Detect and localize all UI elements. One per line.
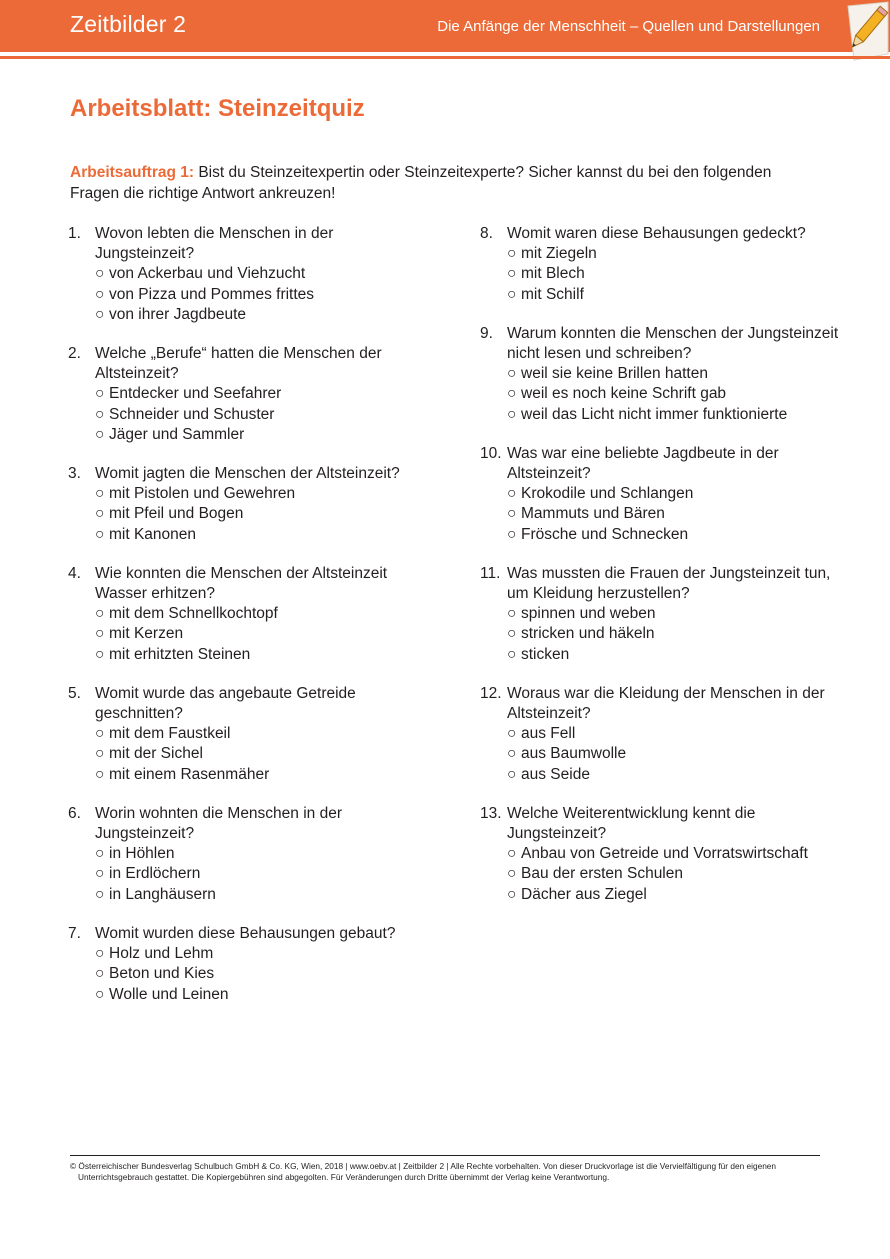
questions-right-column <box>480 224 840 924</box>
answer-option-label: mit Kerzen <box>109 625 184 643</box>
answer-option-label: mit Blech <box>521 265 585 283</box>
answer-option[interactable] <box>95 985 428 1005</box>
question-text: Wie konnten die Menschen der Altsteinzeit Wasser erhitzen? <box>95 564 388 603</box>
answer-option-label: mit dem Faustkeil <box>109 725 231 743</box>
quiz-question <box>68 924 428 1005</box>
quiz-question <box>480 224 840 305</box>
quiz-question <box>480 804 840 905</box>
radio-circle-icon[interactable]: ○ <box>507 605 517 623</box>
answer-option-label: mit Ziegeln <box>521 245 597 263</box>
radio-circle-icon[interactable]: ○ <box>95 285 105 303</box>
footer-terms: Unterrichtsgebrauch gestattet. Die Kopiergebühren sind abgegolten. Für Veränderungen durch Dritte übernimmt der Verlag keine Verantwortung. <box>78 1172 610 1182</box>
question-text: Womit waren diese Behausungen gedeckt? <box>507 225 806 242</box>
question-number: 5. <box>68 684 81 702</box>
answer-option[interactable] <box>507 885 840 905</box>
answer-option[interactable] <box>507 504 840 524</box>
answer-option-label: spinnen und weben <box>521 605 656 623</box>
questions-left-column <box>68 224 428 1024</box>
radio-circle-icon[interactable]: ○ <box>95 425 105 443</box>
question-text: Welche Weiterentwicklung kennt die Jungsteinzeit? <box>507 804 756 843</box>
radio-circle-icon[interactable]: ○ <box>95 485 105 503</box>
answer-option-label: Frösche und Schnecken <box>521 525 689 543</box>
radio-circle-icon[interactable]: ○ <box>95 985 105 1003</box>
answer-option[interactable] <box>95 724 428 744</box>
question-text: Womit wurde das angebaute Getreide geschnitten? <box>95 684 356 723</box>
question-number: 4. <box>68 564 81 582</box>
answer-option[interactable] <box>95 864 428 884</box>
radio-circle-icon[interactable]: ○ <box>95 945 105 963</box>
answer-option-label: von Ackerbau und Viehzucht <box>109 265 306 283</box>
answer-option-label: stricken und häkeln <box>521 625 655 643</box>
answer-option-label: Beton und Kies <box>109 965 215 983</box>
radio-circle-icon[interactable]: ○ <box>95 965 105 983</box>
answer-option[interactable] <box>507 864 840 884</box>
answer-option-label: von ihrer Jagdbeute <box>109 305 247 323</box>
radio-circle-icon[interactable]: ○ <box>95 845 105 863</box>
radio-circle-icon[interactable]: ○ <box>95 525 105 543</box>
radio-circle-icon[interactable]: ○ <box>95 605 105 623</box>
answer-option-label: in Langhäusern <box>109 885 216 903</box>
radio-circle-icon[interactable]: ○ <box>95 305 105 323</box>
radio-circle-icon[interactable]: ○ <box>507 625 517 643</box>
answer-option-label: weil es noch keine Schrift gab <box>521 385 727 403</box>
header-bar <box>0 0 890 52</box>
answer-option-label: in Höhlen <box>109 845 175 863</box>
answer-option[interactable] <box>507 384 840 404</box>
question-number: 11. <box>480 564 501 582</box>
answer-option[interactable] <box>95 844 428 864</box>
question-number: 2. <box>68 345 81 363</box>
answer-option-label: mit dem Schnellkochtopf <box>109 605 278 623</box>
answer-option[interactable] <box>95 264 428 284</box>
quiz-question <box>480 444 840 545</box>
answer-option-label: in Erdlöchern <box>109 865 201 883</box>
answer-option[interactable] <box>507 624 840 644</box>
answer-option[interactable] <box>95 384 428 404</box>
answer-option-label: Schneider und Schuster <box>109 405 275 423</box>
radio-circle-icon[interactable]: ○ <box>95 405 105 423</box>
answer-option[interactable] <box>95 504 428 524</box>
question-text: Womit wurden diese Behausungen gebaut? <box>95 924 396 942</box>
answer-option-label: mit Kanonen <box>109 525 197 543</box>
question-number: 10. <box>480 444 502 462</box>
answer-option[interactable] <box>95 484 428 504</box>
question-text: Womit jagten die Menschen der Altsteinzeit? <box>95 465 400 483</box>
answer-option[interactable] <box>95 604 428 624</box>
radio-circle-icon[interactable]: ○ <box>95 765 105 783</box>
answer-option[interactable] <box>95 405 428 425</box>
question-text: Woraus war die Kleidung der Menschen in der Altsteinzeit? <box>507 684 825 723</box>
radio-circle-icon[interactable]: ○ <box>95 725 105 743</box>
question-number: 8. <box>480 225 493 242</box>
answer-option[interactable] <box>507 405 840 425</box>
task-text: Bist du Steinzeitexpertin oder Steinzeitexperte? Sicher kannst du bei den folgenden Fragen die richtige Antwort ankreuzen! <box>70 164 772 202</box>
answer-option[interactable] <box>507 765 840 785</box>
brand-title: Zeitbilder 2 <box>70 11 187 37</box>
answer-option[interactable] <box>95 305 428 325</box>
radio-circle-icon[interactable]: ○ <box>95 885 105 903</box>
radio-circle-icon[interactable]: ○ <box>507 245 517 263</box>
radio-circle-icon[interactable]: ○ <box>507 265 517 283</box>
answer-option[interactable] <box>507 724 840 744</box>
answer-option-label: Anbau von Getreide und Vorratswirtschaft <box>521 845 808 863</box>
answer-option[interactable] <box>507 484 840 504</box>
radio-circle-icon[interactable]: ○ <box>507 645 517 663</box>
answer-option[interactable] <box>507 264 840 284</box>
answer-option[interactable] <box>95 285 428 305</box>
answer-option-label: sticken <box>521 645 570 663</box>
radio-circle-icon[interactable]: ○ <box>507 385 517 403</box>
radio-circle-icon[interactable]: ○ <box>95 625 105 643</box>
answer-option[interactable] <box>507 844 840 864</box>
answer-option-label: mit der Sichel <box>109 745 203 763</box>
radio-circle-icon[interactable]: ○ <box>95 385 105 403</box>
answer-option-label: aus Baumwolle <box>521 745 627 763</box>
answer-option[interactable] <box>95 944 428 964</box>
radio-circle-icon[interactable]: ○ <box>95 745 105 763</box>
answer-option-label: Jäger und Sammler <box>109 425 245 443</box>
radio-circle-icon[interactable]: ○ <box>507 745 517 763</box>
answer-option[interactable] <box>507 525 840 545</box>
radio-circle-icon[interactable]: ○ <box>507 505 517 523</box>
task-instructions <box>70 162 810 204</box>
quiz-question <box>480 684 840 785</box>
answer-option-label: Krokodile und Schlangen <box>521 485 694 503</box>
answer-option-label: weil sie keine Brillen hatten <box>521 365 708 383</box>
quiz-question <box>68 684 428 785</box>
radio-circle-icon[interactable]: ○ <box>95 265 105 283</box>
answer-option-label: mit Schilf <box>521 285 584 303</box>
answer-option-label: Bau der ersten Schulen <box>521 865 683 883</box>
quiz-question <box>68 344 428 445</box>
footer-copyright: © Österreichischer Bundesverlag Schulbuch GmbH & Co. KG, Wien, 2018 | www.oebv.at | Zeitbilder 2 | Alle Rechte vorbehalten. Von dieser Druckvorlage ist die Vervielfältigung für den eigenen <box>70 1161 777 1171</box>
quiz-question <box>480 564 840 665</box>
question-number: 3. <box>68 465 81 483</box>
answer-option-label: mit einem Rasenmäher <box>109 765 270 783</box>
answer-option[interactable] <box>95 885 428 905</box>
question-text: Worin wohnten die Menschen in der Jungsteinzeit? <box>95 804 342 843</box>
question-number: 1. <box>68 225 81 242</box>
header-divider <box>0 56 890 59</box>
quiz-question <box>68 564 428 665</box>
question-text: Warum konnten die Menschen der Jungsteinzeit nicht lesen und schreiben? <box>507 324 839 363</box>
answer-option-label: mit Pistolen und Gewehren <box>109 485 296 503</box>
question-text: Welche „Berufe“ hatten die Menschen der Altsteinzeit? <box>95 345 382 383</box>
answer-option[interactable] <box>507 645 840 665</box>
answer-option-label: Dächer aus Ziegel <box>521 885 647 903</box>
question-text: Wovon lebten die Menschen in der Jungsteinzeit? <box>95 225 334 263</box>
question-number: 13. <box>480 804 502 822</box>
radio-circle-icon[interactable]: ○ <box>95 505 105 523</box>
quiz-question <box>68 224 428 325</box>
radio-circle-icon[interactable]: ○ <box>507 525 517 543</box>
radio-circle-icon[interactable]: ○ <box>507 285 517 303</box>
answer-option-label: mit Pfeil und Bogen <box>109 505 244 523</box>
answer-option[interactable] <box>95 765 428 785</box>
answer-option-label: weil das Licht nicht immer funktionierte <box>521 405 788 423</box>
page-title: Arbeitsblatt: Steinzeitquiz <box>70 95 365 122</box>
answer-option[interactable] <box>95 425 428 445</box>
radio-circle-icon[interactable]: ○ <box>507 845 517 863</box>
answer-option-label: aus Fell <box>521 725 576 743</box>
answer-option[interactable] <box>507 244 840 264</box>
answer-option[interactable] <box>507 604 840 624</box>
question-text: Was war eine beliebte Jagdbeute in der Altsteinzeit? <box>507 444 779 483</box>
task-label: Arbeitsauftrag 1: <box>70 164 195 181</box>
question-number: 6. <box>68 804 81 822</box>
radio-circle-icon[interactable]: ○ <box>95 865 105 883</box>
answer-option[interactable] <box>95 525 428 545</box>
answer-option[interactable] <box>507 364 840 384</box>
answer-option-label: Holz und Lehm <box>109 945 214 963</box>
footer <box>70 1161 820 1183</box>
question-text: Was mussten die Frauen der Jungsteinzeit tun, um Kleidung herzustellen? <box>507 564 831 603</box>
quiz-question <box>480 324 840 425</box>
quiz-question <box>68 464 428 545</box>
answer-option-label: von Pizza und Pommes frittes <box>109 285 315 303</box>
answer-option[interactable] <box>507 285 840 305</box>
answer-option-label: Mammuts und Bären <box>521 505 665 523</box>
answer-option[interactable] <box>507 744 840 764</box>
radio-circle-icon[interactable]: ○ <box>507 725 517 743</box>
answer-option[interactable] <box>95 964 428 984</box>
radio-circle-icon[interactable]: ○ <box>507 365 517 383</box>
answer-option-label: Wolle und Leinen <box>109 985 229 1003</box>
answer-option-label: mit erhitzten Steinen <box>109 645 251 663</box>
chapter-title: Die Anfänge der Menschheit – Quellen und Darstellungen <box>437 18 820 35</box>
pencil-icon <box>828 0 890 62</box>
radio-circle-icon[interactable]: ○ <box>507 885 517 903</box>
answer-option[interactable] <box>95 624 428 644</box>
answer-option[interactable] <box>95 645 428 665</box>
radio-circle-icon[interactable]: ○ <box>95 645 105 663</box>
question-number: 9. <box>480 324 493 342</box>
radio-circle-icon[interactable]: ○ <box>507 865 517 883</box>
radio-circle-icon[interactable]: ○ <box>507 765 517 783</box>
answer-option-label: Entdecker und Seefahrer <box>109 385 282 403</box>
answer-option-label: aus Seide <box>521 765 590 783</box>
question-number: 12. <box>480 684 502 702</box>
quiz-question <box>68 804 428 905</box>
radio-circle-icon[interactable]: ○ <box>507 405 517 423</box>
question-number: 7. <box>68 924 81 942</box>
answer-option[interactable] <box>95 744 428 764</box>
footer-divider <box>70 1155 820 1156</box>
radio-circle-icon[interactable]: ○ <box>507 485 517 503</box>
